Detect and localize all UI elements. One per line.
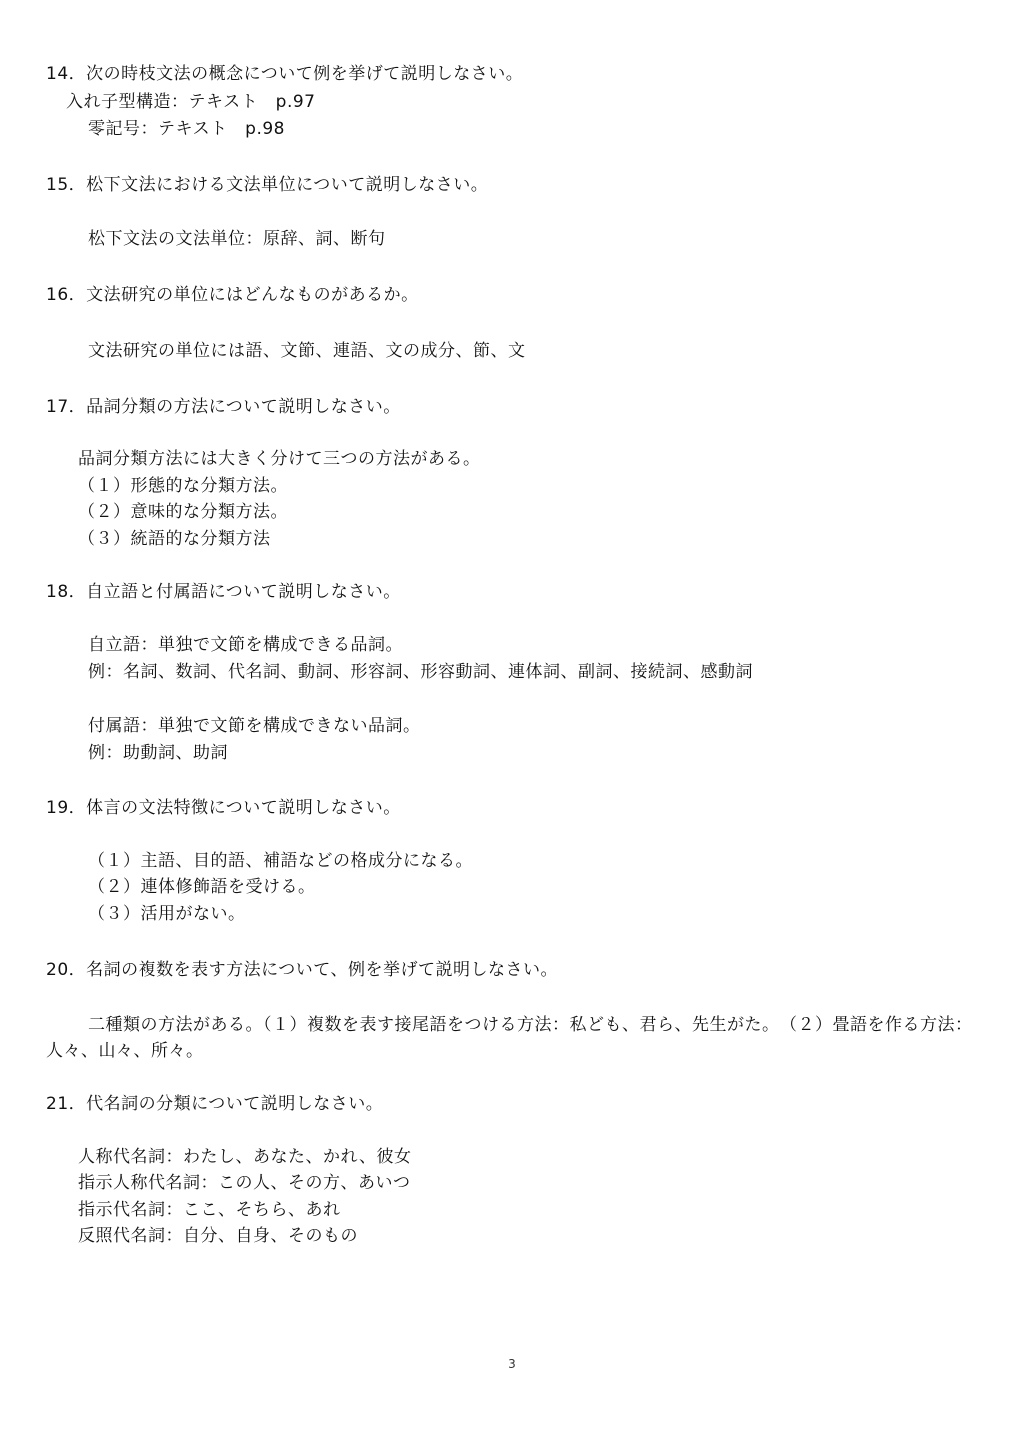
question-17-item: （３）統語的な分類方法 bbox=[78, 529, 271, 549]
question-17-item: （１）形態的な分類方法。 bbox=[78, 476, 288, 496]
question-21-item: 指示代名詞：ここ、そちら、あれ bbox=[78, 1200, 341, 1220]
question-19-title: 19．体言の文法特徴について説明しなさい。 bbox=[46, 798, 401, 818]
question-19-item: （３）活用がない。 bbox=[88, 904, 246, 924]
question-14-title: 14．次の時枝文法の概念について例を挙げて説明しなさい。 bbox=[46, 64, 524, 84]
question-18-line-2: 例：名詞、数詞、代名詞、動詞、形容詞、形容動詞、連体詞、副詞、接続詞、感動詞 bbox=[88, 662, 753, 682]
question-18-line-1: 自立語：単独で文節を構成できる品詞。 bbox=[88, 635, 403, 655]
question-18-line-4: 例：助動詞、助詞 bbox=[88, 743, 228, 763]
question-16-answer: 文法研究の単位には語、文節、連語、文の成分、節、文 bbox=[88, 341, 526, 361]
question-17-title: 17．品詞分類の方法について説明しなさい。 bbox=[46, 397, 401, 417]
question-16-title: 16．文法研究の単位にはどんなものがあるか。 bbox=[46, 285, 419, 305]
question-14-line-1: 入れ子型構造：テキスト p.97 bbox=[66, 92, 316, 112]
question-21-item: 人称代名詞：わたし、あなた、かれ、彼女 bbox=[78, 1147, 412, 1167]
question-15-title: 15．松下文法における文法単位について説明しなさい。 bbox=[46, 175, 489, 195]
question-20-title: 20．名詞の複数を表す方法について、例を挙げて説明しなさい。 bbox=[46, 960, 558, 980]
question-21-item: 指示人称代名詞：この人、その方、あいつ bbox=[78, 1173, 411, 1193]
question-18-line-3: 付属語：単独で文節を構成できない品詞。 bbox=[88, 716, 421, 736]
question-21-title: 21．代名詞の分類について説明しなさい。 bbox=[46, 1094, 384, 1114]
question-17-item: （２）意味的な分類方法。 bbox=[78, 502, 288, 522]
question-19-item: （１）主語、目的語、補語などの格成分になる。 bbox=[88, 851, 473, 871]
question-17-intro: 品詞分類方法には大きく分けて三つの方法がある。 bbox=[78, 449, 481, 469]
question-18-title: 18．自立語と付属語について説明しなさい。 bbox=[46, 582, 401, 602]
question-19-item: （２）連体修飾語を受ける。 bbox=[88, 877, 316, 897]
page-number: 3 bbox=[508, 1357, 516, 1371]
question-14-line-2: 零記号：テキスト p.98 bbox=[88, 119, 285, 139]
question-15-answer: 松下文法の文法単位：原辞、詞、断句 bbox=[88, 229, 386, 249]
question-20-answer: 二種類の方法がある。（１）複数を表す接尾語をつける方法：私ども、君ら、先生がた。 （２）畳語を作る方法：人々、山々、所々。 bbox=[46, 1015, 973, 1061]
question-21-item: 反照代名詞：自分、自身、そのもの bbox=[78, 1226, 358, 1246]
